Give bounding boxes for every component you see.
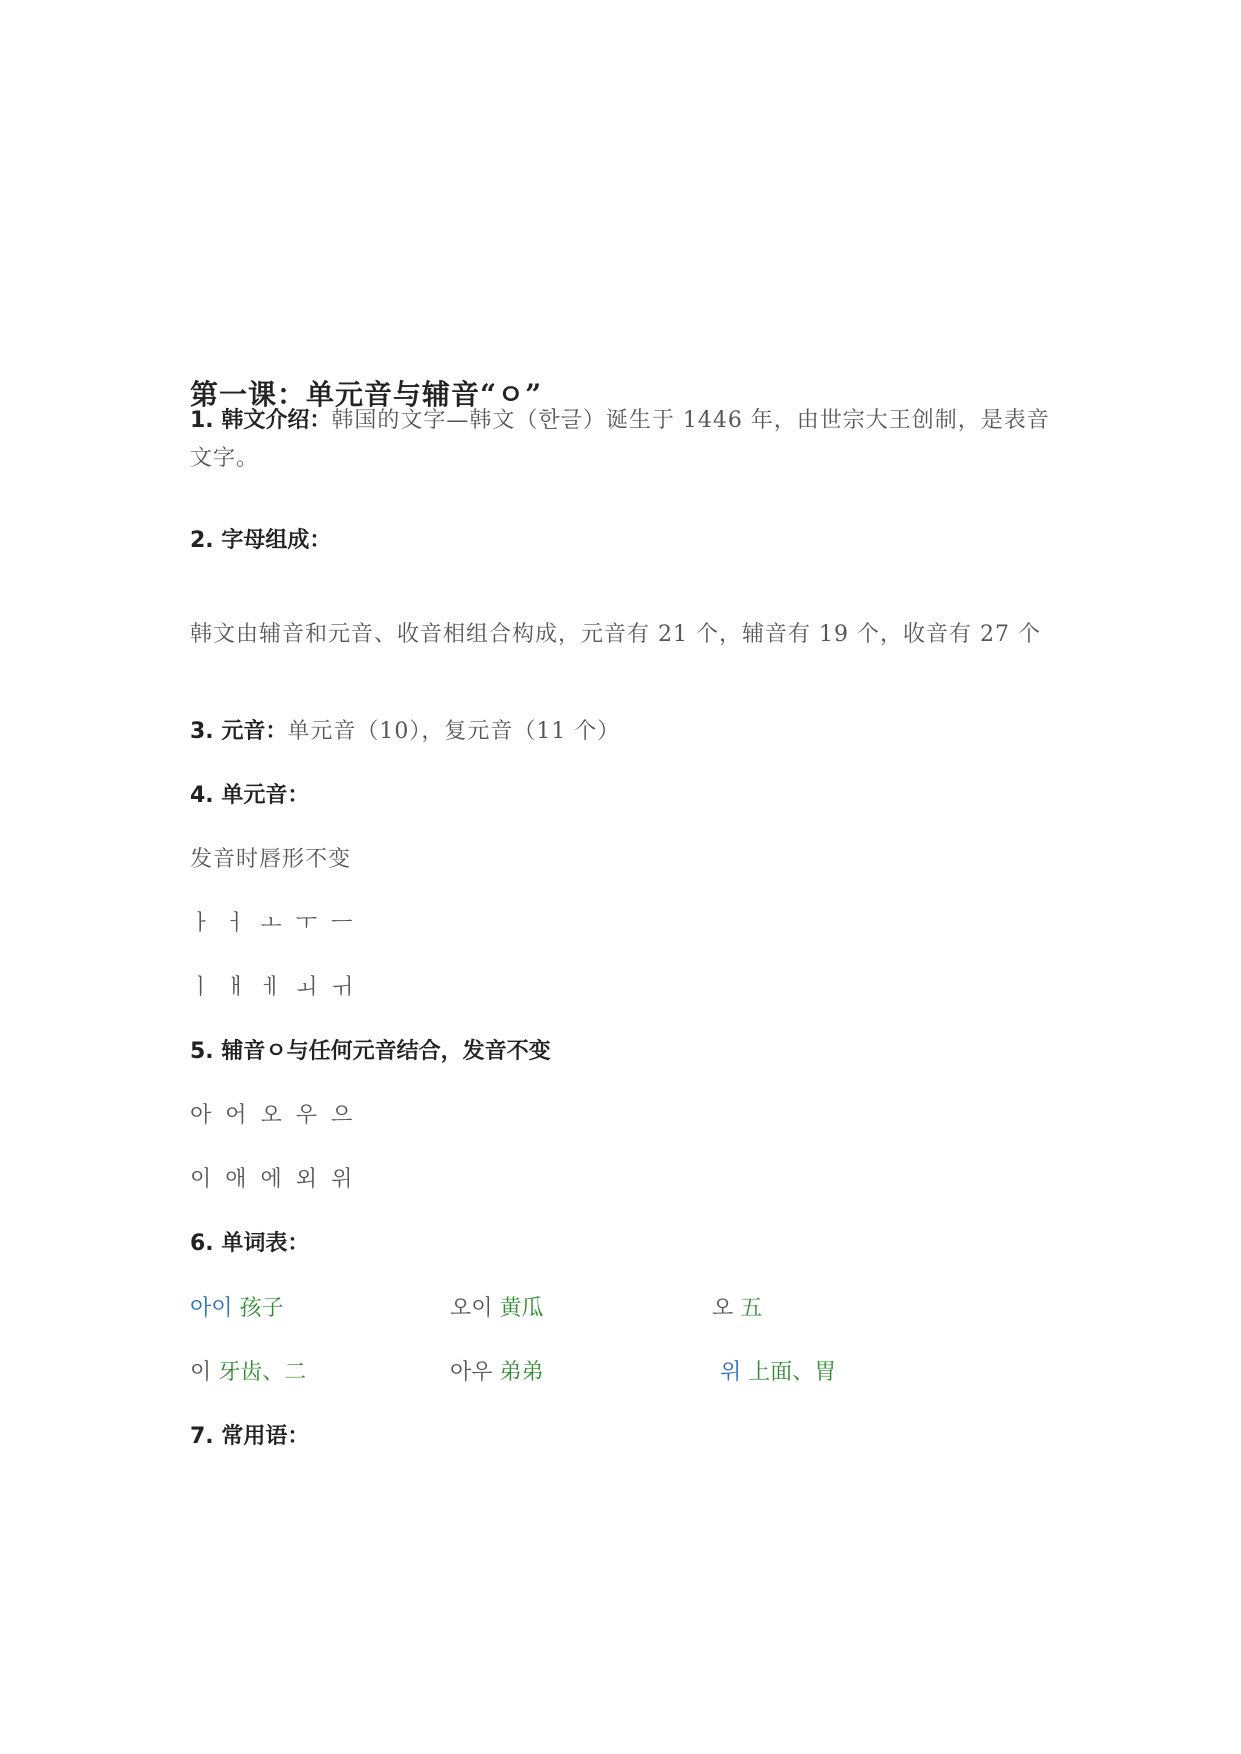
jamo: ㅐ [225,975,249,1000]
section-intro-text: 韩国的文字—韩文（한글）诞生于 1446 年，由世宗大王创制，是表音文字。 [190,408,1050,471]
vocab-item [450,1290,544,1328]
vocab-item [720,1354,836,1392]
vocab-item [450,1354,544,1392]
vocab-chinese: 上面、胃 [748,1360,837,1385]
jamo: ㅡ [331,911,355,936]
syllables-row-1 [190,1097,366,1135]
syllable: 위 [331,1167,355,1192]
vocab-chinese: 孩子 [239,1296,284,1321]
page-title: 第一课：单元音与辅音“ㅇ” [190,378,543,411]
jamo: ㅚ [295,975,320,1000]
section-vowels-text: 单元音（10），复元音（11 个） [287,719,621,744]
vocab-item [712,1290,762,1328]
jamo: ㅗ [260,911,284,936]
section-monophthongs-heading [190,777,309,815]
section-composition-label: 2. 字母组成： [190,528,332,553]
vocab-korean: 이 [190,1360,212,1385]
section-intro-label: 1. 韩文介绍： [190,408,332,433]
jamo: ㅣ [190,975,214,1000]
monophthongs-desc: 发音时唇形不变 [190,847,352,872]
section-monophthongs-label: 4. 单元音： [190,783,310,808]
vocab-korean: 오이 [450,1296,493,1321]
syllable: 오 [260,1103,284,1128]
vocab-item [190,1290,284,1328]
syllable: 이 [190,1167,214,1192]
jamo: ㅏ [190,911,214,936]
syllable: 애 [225,1167,249,1192]
section-composition-text: 韩文由辅音和元音、收音相组合构成，元音有 21 个，辅音有 19 个，收音有 27 个 [190,622,1041,647]
monophthongs-row-1 [190,905,366,943]
section-vocab-label: 6. 单词表： [190,1231,310,1256]
syllables-row-2 [190,1161,366,1199]
syllable: 우 [295,1103,320,1128]
section-vocab-heading [190,1225,309,1263]
syllable: 어 [225,1103,249,1128]
vocab-chinese: 五 [740,1296,763,1321]
syllable: 으 [331,1103,355,1128]
section-consonant-label: 5. 辅音ㅇ与任何元音结合，发音不变 [190,1039,551,1064]
section-vowels-label: 3. 元音： [190,719,288,744]
section-consonant-heading [190,1033,551,1071]
section-phrases-heading [190,1418,309,1456]
vocab-chinese: 牙齿、二 [218,1360,307,1385]
section-vowels [190,713,620,751]
jamo: ㅔ [260,975,284,1000]
syllable: 외 [295,1167,320,1192]
monophthongs-row-2 [190,969,366,1007]
jamo: ㅟ [331,975,355,1000]
vocab-chinese: 黄瓜 [499,1296,544,1321]
syllable: 아 [190,1103,214,1128]
syllable: 에 [260,1167,284,1192]
section-phrases-label: 7. 常用语： [190,1424,310,1449]
vocab-chinese: 弟弟 [499,1360,544,1385]
jamo: ㅓ [225,911,249,936]
vocab-korean: 오 [712,1296,734,1321]
section-intro [190,402,1060,478]
vocab-item [190,1354,306,1392]
section-composition-heading [190,522,331,560]
jamo: ㅜ [295,911,320,936]
vocab-korean: 아우 [450,1360,493,1385]
vocab-korean: 아이 [190,1296,233,1321]
vocab-korean: 위 [720,1360,742,1385]
